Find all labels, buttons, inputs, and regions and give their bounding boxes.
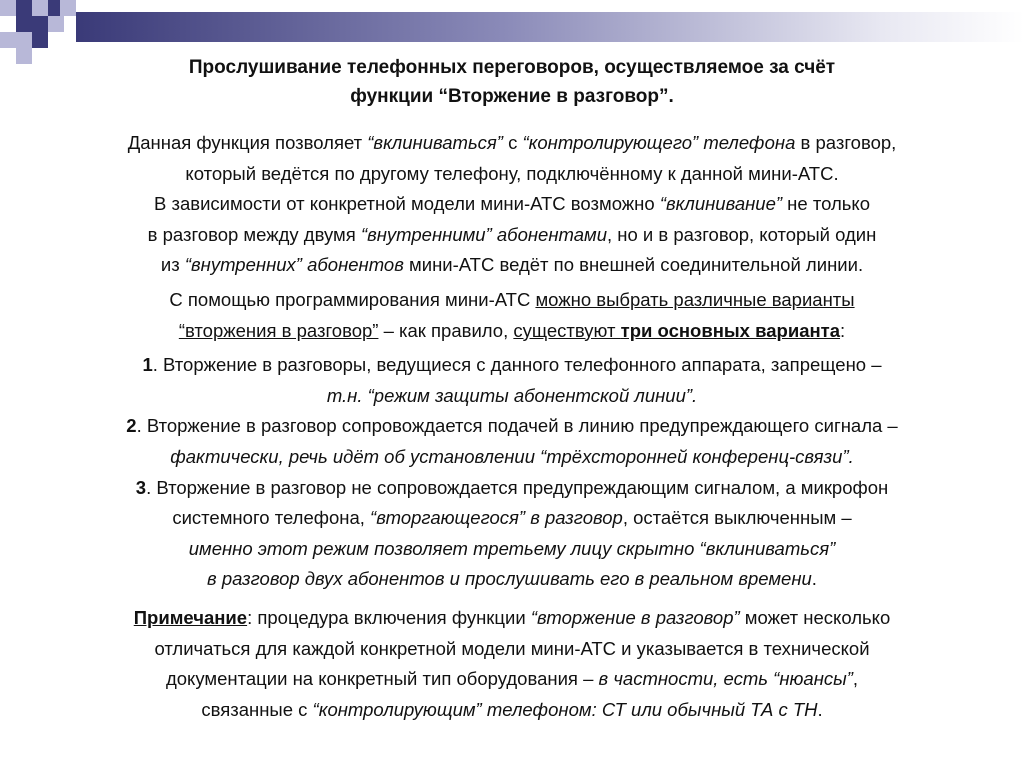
text-line: отличаться для каждой конкретной модели мини-АТС и указывается в технической (154, 637, 870, 659)
list-item (20, 473, 1004, 595)
text-line: который ведётся по другому телефону, подключённому к данной мини-АТС. (185, 162, 839, 184)
deco-square (32, 32, 48, 48)
text-line: в разговор между двумя “внутренними” абонентами, но и в разговор, который один (147, 223, 877, 245)
note-label: Примечание (133, 607, 248, 628)
text-line: связанные с “контролирующим” телефоном: СТ или обычный ТА с ТН. (201, 698, 823, 720)
slide-body (20, 128, 1004, 595)
deco-square (0, 0, 16, 16)
text-line: документации на конкретный тип оборудования – в частности, есть “нюансы”, (165, 668, 859, 690)
slide-title (60, 53, 964, 111)
header-gradient-bar (76, 12, 1024, 42)
text-line: из “внутренних” абонентов мини-АТС ведёт по внешней соединительной линии. (160, 254, 864, 276)
list-item (20, 350, 1004, 411)
deco-square (16, 32, 32, 48)
text-line: 3. Вторжение в разговор не сопровождается предупреждающим сигналом, а микрофон (135, 476, 889, 498)
deco-square (16, 0, 32, 16)
text-line: Данная функция позволяет “вклиниваться” с “контролирующего” телефона в разговор, (127, 132, 897, 153)
text-line: именно этот режим позволяет третьему лицу скрытно “вклиниваться” (188, 537, 836, 559)
deco-square (16, 16, 32, 32)
text-line: т.н. “режим защиты абонентской линии”. (326, 384, 698, 406)
title-line: функции “Вторжение в разговор”. (350, 86, 674, 107)
paragraph-programming (20, 285, 1004, 346)
deco-square (32, 16, 48, 32)
list-item (20, 411, 1004, 472)
deco-square (0, 32, 16, 48)
text-line: В зависимости от конкретной модели мини-АТС возможно “вклинивание” не только (154, 193, 870, 215)
title-line: Прослушивание телефонных переговоров, осуществляемое за счёт (188, 57, 836, 78)
header-decoration (0, 0, 1024, 60)
deco-square (16, 48, 32, 64)
deco-square (32, 0, 48, 16)
paragraph-intro (20, 128, 1004, 281)
deco-square (48, 16, 64, 32)
text-line: фактически, речь идёт об установлении “трёхсторонней конференц-связи”. (170, 445, 854, 467)
deco-square (60, 0, 76, 16)
note-paragraph (20, 603, 1004, 725)
text-line: С помощью программирования мини-АТС можно выбрать различные варианты (169, 288, 855, 310)
text-line: 2. Вторжение в разговор сопровождается подачей в линию предупреждающего сигнала – (126, 415, 898, 437)
text-line: “вторжения в разговор” – как правило, существуют три основных варианта: (178, 319, 846, 341)
text-line: 1. Вторжение в разговоры, ведущиеся с данного телефонного аппарата, запрещено – (142, 354, 882, 376)
text-line: в разговор двух абонентов и прослушивать его в реальном времени. (207, 568, 817, 590)
text-line: Примечание: процедура включения функции “вторжение в разговор” может несколько (133, 607, 891, 628)
text-line: системного телефона, “вторгающегося” в разговор, остаётся выключенным – (172, 507, 852, 529)
